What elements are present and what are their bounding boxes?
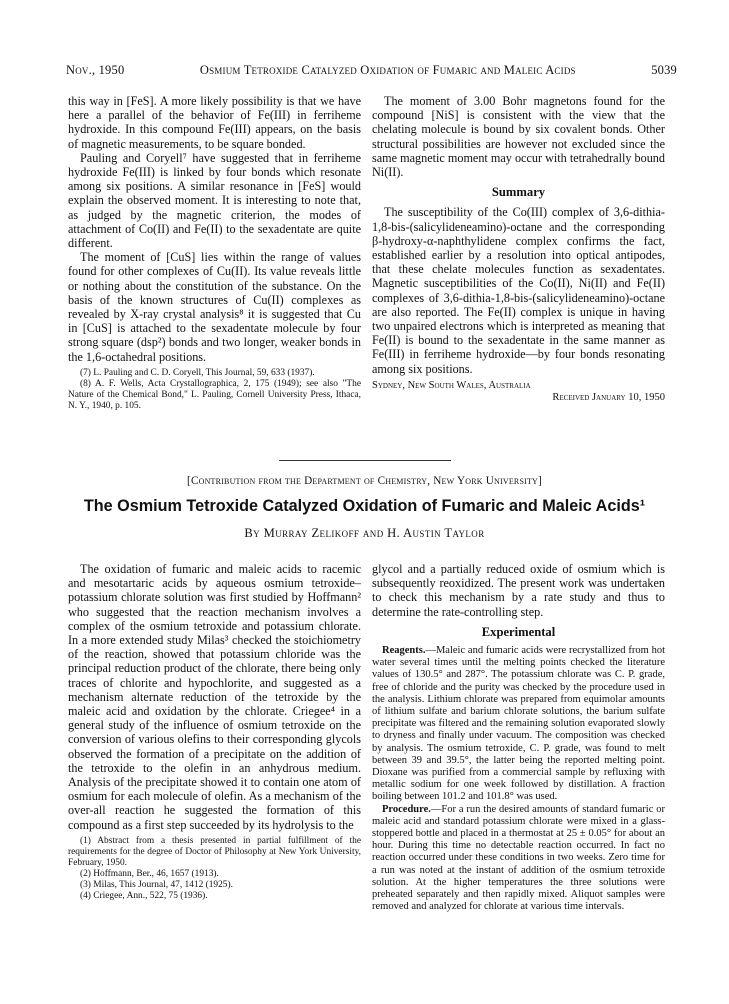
- summary-heading: Summary: [491, 185, 546, 200]
- footnote-8: (8) A. F. Wells, Acta Crystallographica, 2, 175 (1949); see also "The Nature of the Chemical Bond," L. Pauling, Cornell University Press, Ithaca, N. Y., 1940, p. 105.: [68, 378, 361, 411]
- article-title: The Osmium Tetroxide Catalyzed Oxidation of Fumaric and Maleic Acids¹: [83, 497, 646, 515]
- paragraph: glycol and a partially reduced oxide of osmium which is subsequently reoxidized. The present work was undertaken to check this mechanism by a rate study and thus to determine the rate-controlling step.: [372, 562, 665, 619]
- running-head: [66, 63, 677, 79]
- paragraph: The oxidation of fumaric and maleic acids to racemic and mesotartaric acids by aqueous osmium tetroxide–potassium chlorate solution was first studied by Hoffmann² who suggested that the reaction mechanism involves a complex of the osmium tetroxide and potassium chlorate. In a more extended study Milas³ checked the stoichiometry of the reaction, showed that potassium chloride was the principal reduction product of the chlorate, there being only traces of chlorite and hypochlorite, and suggested as a mechanism alternate reduction of the tetroxide by the maleic acid and oxidation by the chlorate. Criegee⁴ in a general study of the influence of osmium tetroxide on the conversion of various olefins to their corresponding glycols observed the formation of a precipitate on the addition of the tetroxide to the olefin in an anhydrous medium. Analysis of the precipitate showed it to contain one atom of osmium for each molecule of olefin. As a mechanism of the over-all reaction he suggested the formation of this compound as a first step succeeded by its hydrolysis to the: [68, 562, 361, 832]
- footnote-4: (4) Criegee, Ann., 522, 75 (1936).: [80, 890, 208, 901]
- paragraph: The moment of [CuS] lies within the range of values found for other complexes of Cu(II). Its value reveals little or nothing about the constitution of the substance. On the basis of the known structures of Cu(II) complexes as revealed by X-ray crystal analysis⁸ it is suggested that Cu in [CuS] is attached to the sexadentate molecule by four strong square (dsp²) bonds and two longer, weaker bonds in the 1,6-octahedral positions.: [68, 250, 361, 364]
- procedure-text: —For a run the desired amounts of standard fumaric or maleic acid and standard potassium chlorate were mixed in a glass-stoppered bottle and placed in a thermostat at 25 ± 0.05° for about an hour. During this time no detectable reaction occurred. In fact no reaction occurred under these conditions in two weeks. Zero time for a run was noted at the instant of addition of the osmium tetroxide solution. At the higher temperatures the three solutions were preheated separately and then rapidly mixed. Aliquot samples were removed and analyzed for chlorate at various time intervals.: [372, 803, 665, 913]
- procedure-label: Procedure.: [382, 803, 431, 815]
- issue-date: Nov., 1950: [66, 63, 125, 77]
- contribution-line: [Contribution from the Department of Chemistry, New York University]: [187, 475, 542, 487]
- signoff: [372, 380, 665, 405]
- paragraph: Pauling and Coryell⁷ have suggested that in ferriheme hydroxide Fe(III) is linked by four bonds which resonate among six positions. A similar resonance in [FeS] would explain the observed moment. It is interesting to note that, as judged by the magnetic criterion, the modes of attachment of Co(II) and Fe(II) to the sexadentate are quite different.: [68, 150, 361, 251]
- running-title: Osmium Tetroxide Catalyzed Oxidation of Fumaric and Maleic Acids: [199, 63, 576, 77]
- footnote-7: (7) L. Pauling and C. D. Coryell, This Journal, 59, 633 (1937).: [80, 367, 315, 378]
- experimental-heading: Experimental: [481, 624, 556, 639]
- page-number: 5039: [651, 63, 677, 77]
- location-line: Sydney, New South Wales, Australia: [372, 379, 531, 391]
- experimental-body: [372, 645, 665, 913]
- footnote-1: (1) Abstract from a thesis presented in partial fulfillment of the requirements for the degree of Doctor of Philosophy at New York University, February, 1950.: [68, 835, 361, 868]
- summary-paragraph: The susceptibility of the Co(III) complex of 3,6-dithia-1,8-bis-(salicylideneamino)-octane and the corresponding β-hydroxy-α-naphthylidene complex confirms the fact, established earlier by a resolution into optical antipodes, that these chelate molecules function as sexadentates. Magnetic susceptibilities of the Co(II), Ni(II) and Fe(II) complexes of 3,6-dithia-1,8-bis-(salicylideneamino)-octane are also reported. The Fe(II) complex is unique in having two unpaired electrons which is interpreted as meaning that Fe(II) is bound to the sexadentate in the same manner as Fe(III) in ferriheme hydroxide—by four bonds resonating among six positions.: [372, 205, 665, 376]
- footnote-2: (2) Hoffmann, Ber., 46, 1657 (1913).: [80, 868, 219, 879]
- reagents-label: Reagents.: [382, 645, 426, 657]
- article-right-column: [372, 562, 665, 913]
- reagents-paragraph: [372, 645, 665, 804]
- footnotes: [68, 368, 361, 412]
- article-divider: [279, 460, 451, 461]
- footnote-3: (3) Milas, This Journal, 47, 1412 (1925).: [80, 879, 233, 890]
- byline: By Murray Zelikoff and H. Austin Taylor: [244, 526, 485, 540]
- footnotes: [68, 836, 361, 902]
- reagents-text: —Maleic and fumaric acids were recrystallized from hot water several times until the melting points checked the literature values of 130.5° and 287°. The potassium chlorate was C. P. grade, free of chloride and the purity was checked by the procedure used in the analysis. Lithium chlorate was prepared from equimolar amounts of lithium sulfate and barium chlorate solutions, the barium sulfate precipitate was filtered and the remaining solution evaporated slowly to dryness and finally under vacuum. The composition was checked by analysis. The osmium tetroxide, C. P. grade, was found to melt between 39 and 39.5°, the latter being the reported melting point. Dioxane was purified from a commercial sample by refluxing with metallic sodium for one week followed by distillation. A fraction boiling between 101.2 and 101.8° was used.: [372, 645, 665, 803]
- previous-article-right-column: [372, 94, 665, 405]
- article-left-column: [68, 562, 361, 902]
- procedure-paragraph: [372, 804, 665, 914]
- received-date: Received January 10, 1950: [552, 392, 665, 404]
- paragraph: this way in [FeS]. A more likely possibility is that we have here a parallel of the behavior of Fe(III) in ferriheme hydroxide. In this compound Fe(III) appears, on the basis of magnetic measurements, to be square bonded.: [68, 94, 361, 151]
- paragraph: The moment of 3.00 Bohr magnetons found for the compound [NiS] is consistent with the view that the chelating molecule is bound by six covalent bonds. Other structural possibilities are however not excluded since the same magnetic moment may occur with tetrahedrally bound Ni(II).: [372, 94, 665, 180]
- previous-article-left-column: [68, 94, 361, 412]
